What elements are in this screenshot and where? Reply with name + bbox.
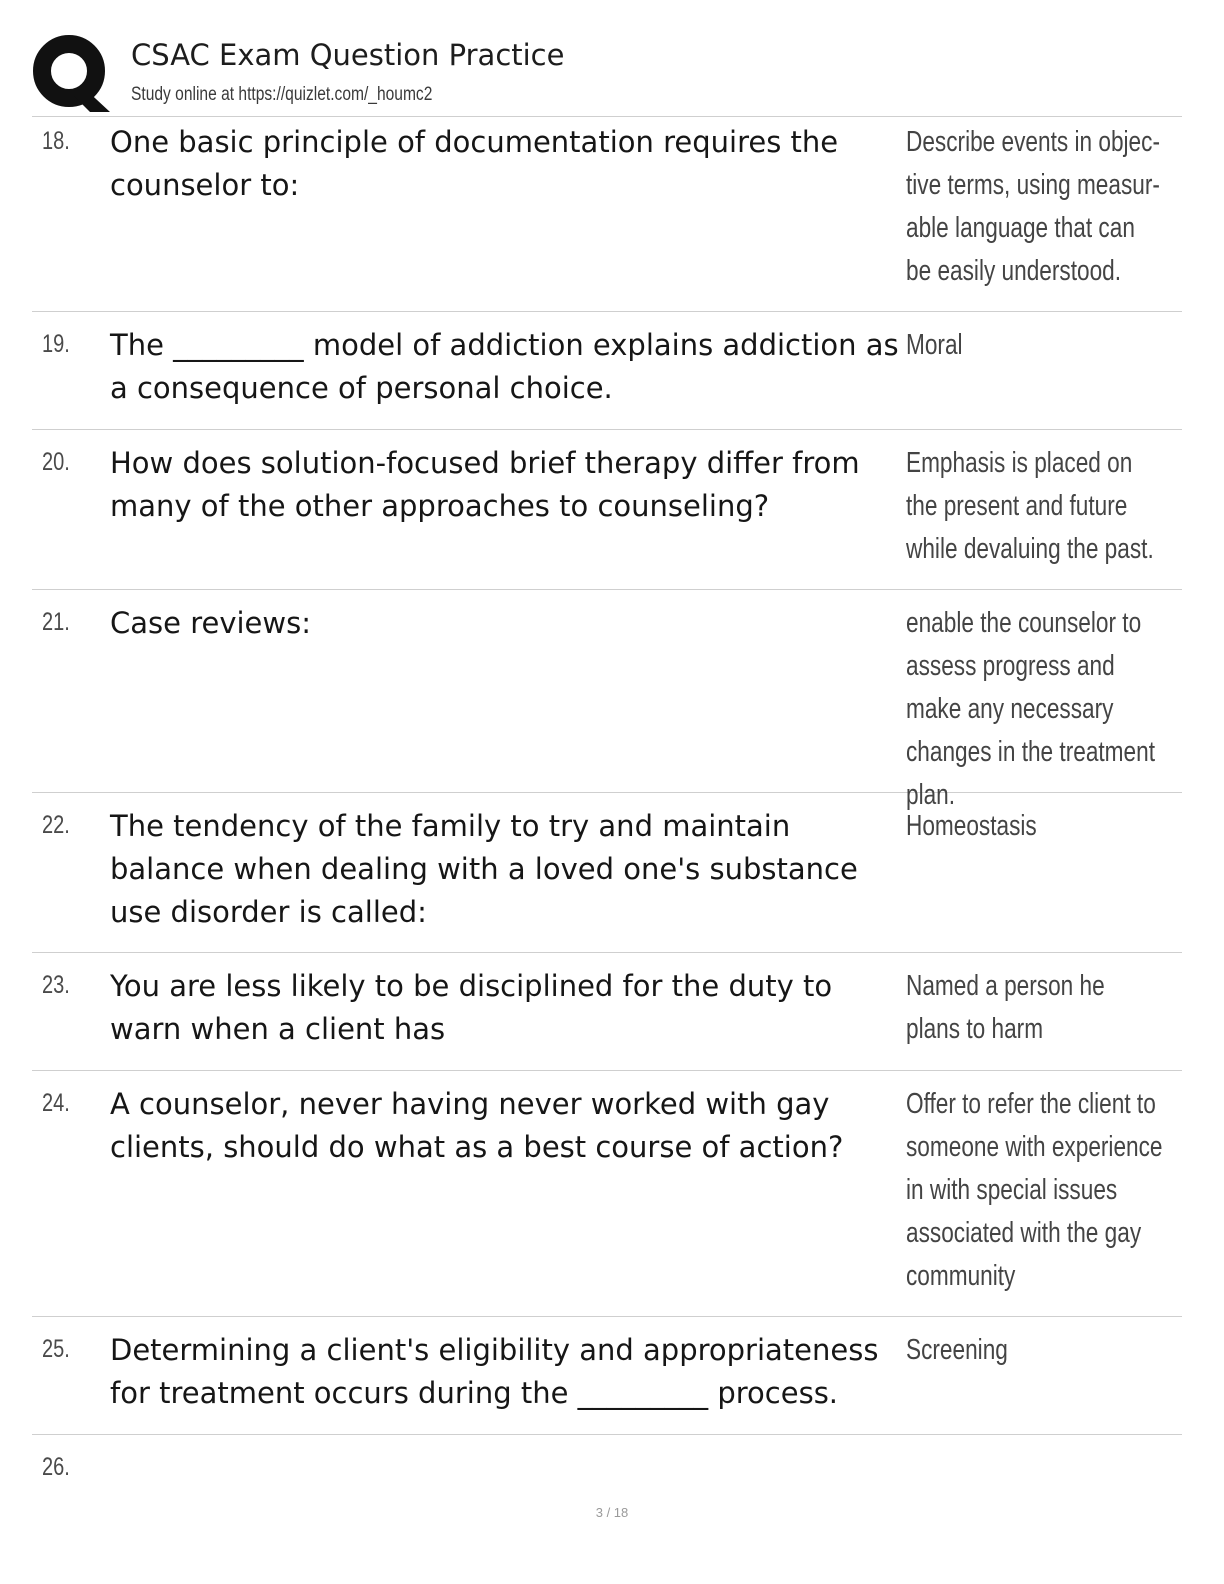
card-number: 20. xyxy=(42,448,70,476)
flashcard-row xyxy=(32,801,1182,953)
flashcard-row xyxy=(32,598,1182,811)
card-answer: Emphasis is placed on the present and future while devaluing the past. xyxy=(906,447,1154,565)
card-answer: Named a person he plans to harm xyxy=(906,970,1105,1045)
flashcard-row xyxy=(32,961,1182,1071)
page-title: CSAC Exam Question Practice xyxy=(131,38,565,72)
card-number: 25. xyxy=(42,1335,70,1363)
card-number: 23. xyxy=(42,971,70,999)
card-question: A counselor, never having never worked with gay clients, should do what as a best course of action? xyxy=(110,1087,844,1164)
card-question: The _________ model of addiction explains addiction as a consequence of personal choice. xyxy=(110,328,899,405)
card-question: Determining a client's eligibility and appropriateness for treatment occurs during the _________ process. xyxy=(110,1333,879,1410)
card-number: 22. xyxy=(42,811,70,839)
card-question: How does solution-focused brief therapy differ from many of the other approaches to counseling? xyxy=(110,446,860,523)
card-number: 24. xyxy=(42,1089,70,1117)
card-number: 21. xyxy=(42,608,70,636)
card-question: One basic principle of documentation requires the counselor to: xyxy=(110,125,839,202)
card-number: 18. xyxy=(42,127,70,155)
flashcard-row xyxy=(32,1443,1182,1503)
card-answer: Screening xyxy=(906,1334,1008,1366)
card-question: The tendency of the family to try and maintain balance when dealing with a loved one's substance use disorder is called: xyxy=(110,809,858,929)
quizlet-logo-icon xyxy=(32,34,110,112)
card-answer: enable the counselor to assess progress and make any necessary changes in the treatment plan. xyxy=(906,607,1155,811)
flashcard-row xyxy=(32,438,1182,590)
flashcard-row xyxy=(32,1079,1182,1317)
flashcard-row xyxy=(32,117,1182,312)
study-link[interactable]: Study online at https://quizlet.com/_houmc2 xyxy=(131,84,433,105)
card-answer: Moral xyxy=(906,329,963,361)
card-number: 26. xyxy=(42,1453,70,1481)
card-answer: Offer to refer the client to someone with experience in with special issues associated with the gay community xyxy=(906,1088,1163,1292)
flashcard-row xyxy=(32,320,1182,430)
card-answer: Describe events in objective terms, using measurable language that can be easily understood. xyxy=(906,126,1160,287)
page-number: 3 / 18 xyxy=(595,1505,629,1520)
card-question: Case reviews: xyxy=(110,606,311,640)
card-question: You are less likely to be disciplined for the duty to warn when a client has xyxy=(110,969,833,1046)
flashcard-row xyxy=(32,1325,1182,1435)
card-number: 19. xyxy=(42,330,70,358)
page-header xyxy=(32,34,1182,118)
card-answer: Homeostasis xyxy=(906,810,1037,842)
